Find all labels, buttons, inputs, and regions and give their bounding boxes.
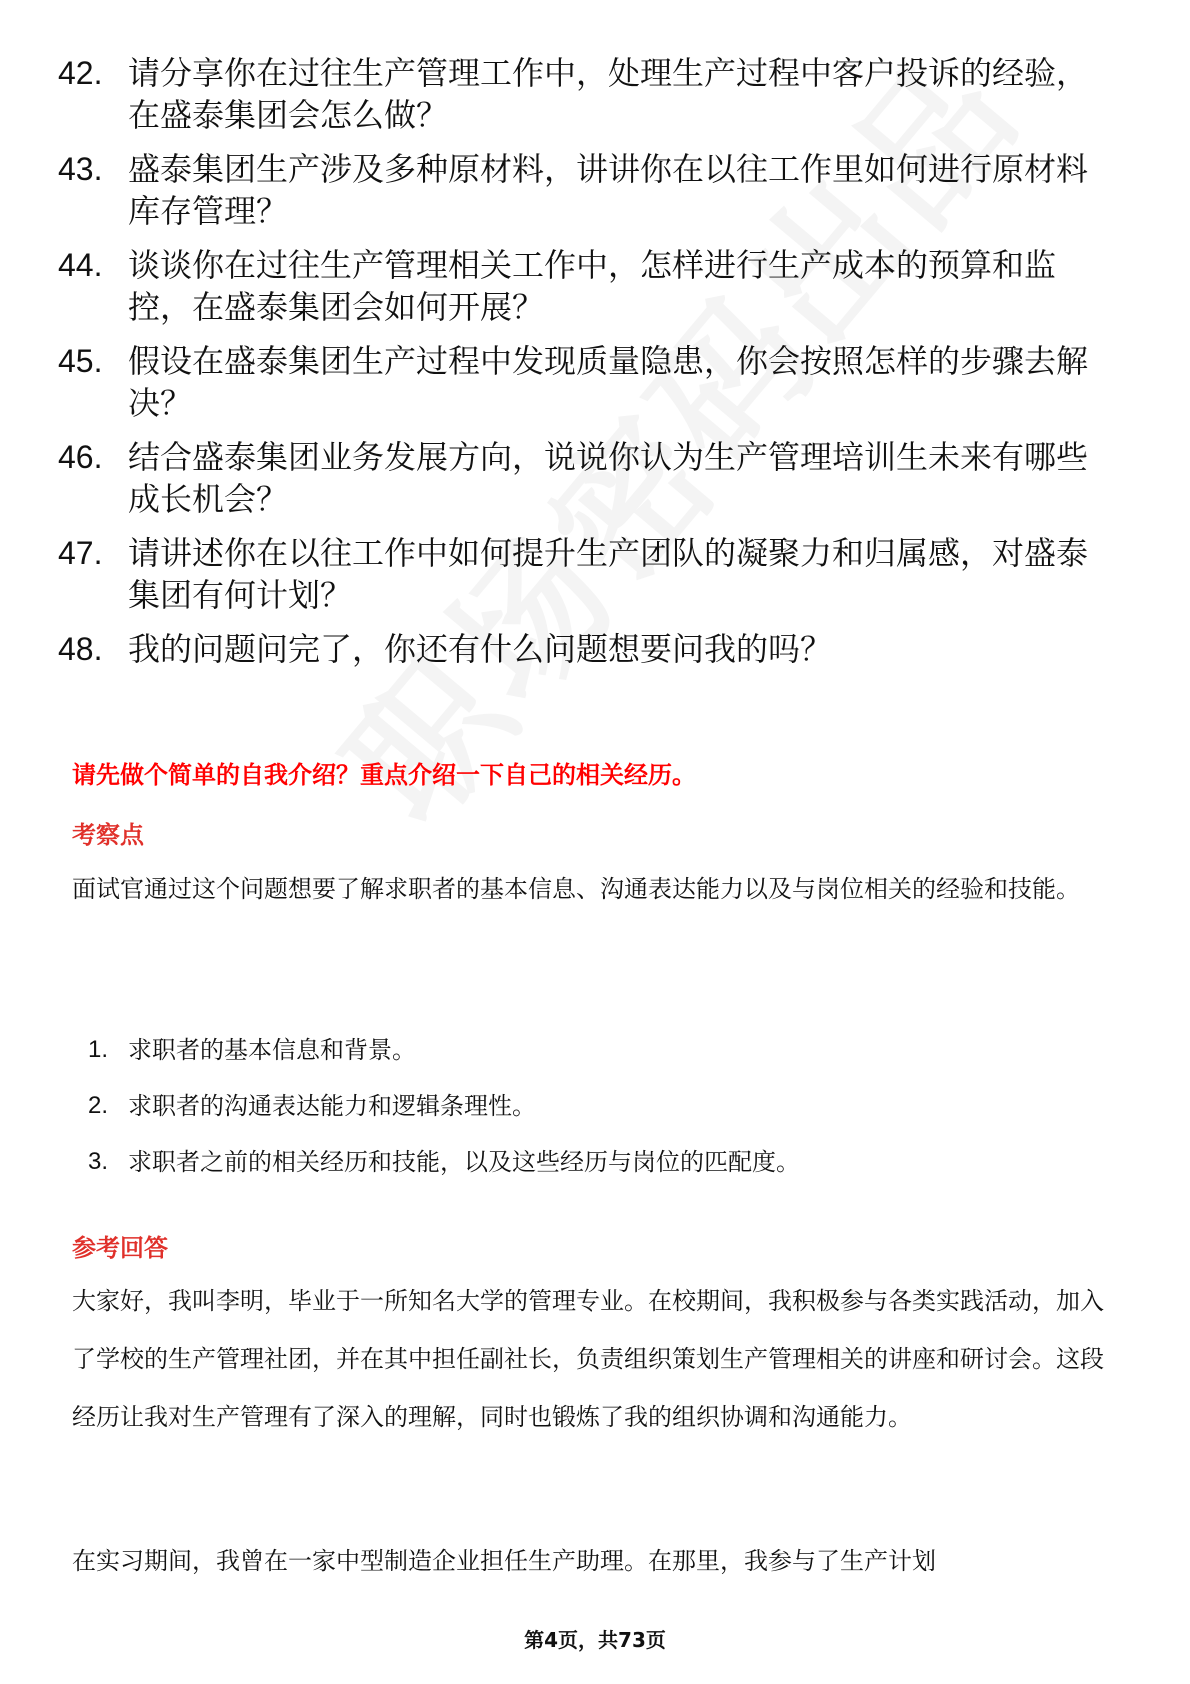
question-text: 假设在盛泰集团生产过程中发现质量隐患，你会按照怎样的步骤去解决？	[128, 342, 1089, 422]
list-item-number: 2.	[88, 1092, 109, 1119]
list-item-number: 1.	[88, 1036, 109, 1063]
question-item	[58, 148, 1118, 232]
question-number: 48.	[58, 631, 103, 667]
list-item	[88, 1088, 1088, 1124]
question-text: 盛泰集团生产涉及多种原材料，讲讲你在以往工作里如何进行原材料库存管理？	[128, 150, 1089, 230]
question-number: 45.	[58, 343, 103, 379]
question-text: 我的问题问完了，你还有什么问题想要问我的吗？	[128, 630, 833, 668]
answer-paragraph: 在实习期间，我曾在一家中型制造企业担任生产助理。在那里，我参与了生产计划	[72, 1547, 936, 1575]
answer-heading: 参考回答	[72, 1234, 168, 1262]
question-item	[58, 244, 1118, 328]
point-list	[88, 1032, 1088, 1200]
question-item	[58, 628, 1118, 670]
question-item	[58, 532, 1118, 616]
list-item-text: 求职者的沟通表达能力和逻辑条理性。	[128, 1092, 536, 1120]
question-number: 44.	[58, 247, 103, 283]
question-item	[58, 436, 1118, 520]
page-footer: 第4页，共73页	[524, 1628, 666, 1652]
question-text: 请分享你在过往生产管理工作中，处理生产过程中客户投诉的经验，在盛泰集团会怎么做？	[128, 54, 1089, 134]
list-item-text: 求职者之前的相关经历和技能，以及这些经历与岗位的匹配度。	[128, 1148, 800, 1176]
question-number: 46.	[58, 439, 103, 475]
list-item	[88, 1144, 1088, 1180]
section-question: 请先做个简单的自我介绍？重点介绍一下自己的相关经历。	[72, 761, 696, 789]
question-number: 47.	[58, 535, 103, 571]
question-text: 结合盛泰集团业务发展方向，说说你认为生产管理培训生未来有哪些成长机会？	[128, 438, 1089, 518]
kaochadian-heading: 考察点	[72, 821, 144, 849]
question-item	[58, 340, 1118, 424]
question-item	[58, 52, 1118, 136]
list-item-number: 3.	[88, 1148, 109, 1175]
question-list	[58, 52, 1118, 682]
question-number: 43.	[58, 151, 103, 187]
question-number: 42.	[58, 55, 103, 91]
question-text: 请讲述你在以往工作中如何提升生产团队的凝聚力和归属感，对盛泰集团有何计划？	[128, 534, 1089, 614]
question-text: 谈谈你在过往生产管理相关工作中，怎样进行生产成本的预算和监控，在盛泰集团会如何开展？	[128, 246, 1057, 326]
list-item-text: 求职者的基本信息和背景。	[128, 1036, 416, 1064]
kaochadian-paragraph: 面试官通过这个问题想要了解求职者的基本信息、沟通表达能力以及与岗位相关的经验和技能。	[72, 875, 1080, 903]
list-item	[88, 1032, 1088, 1068]
answer-paragraph: 大家好，我叫李明，毕业于一所知名大学的管理专业。在校期间，我积极参与各类实践活动，加入了学校的生产管理社团，并在其中担任副社长，负责组织策划生产管理相关的讲座和研讨会。这段经历让我对生产管理有了深入的理解，同时也锻炼了我的组织协调和沟通能力。	[72, 1287, 1104, 1431]
